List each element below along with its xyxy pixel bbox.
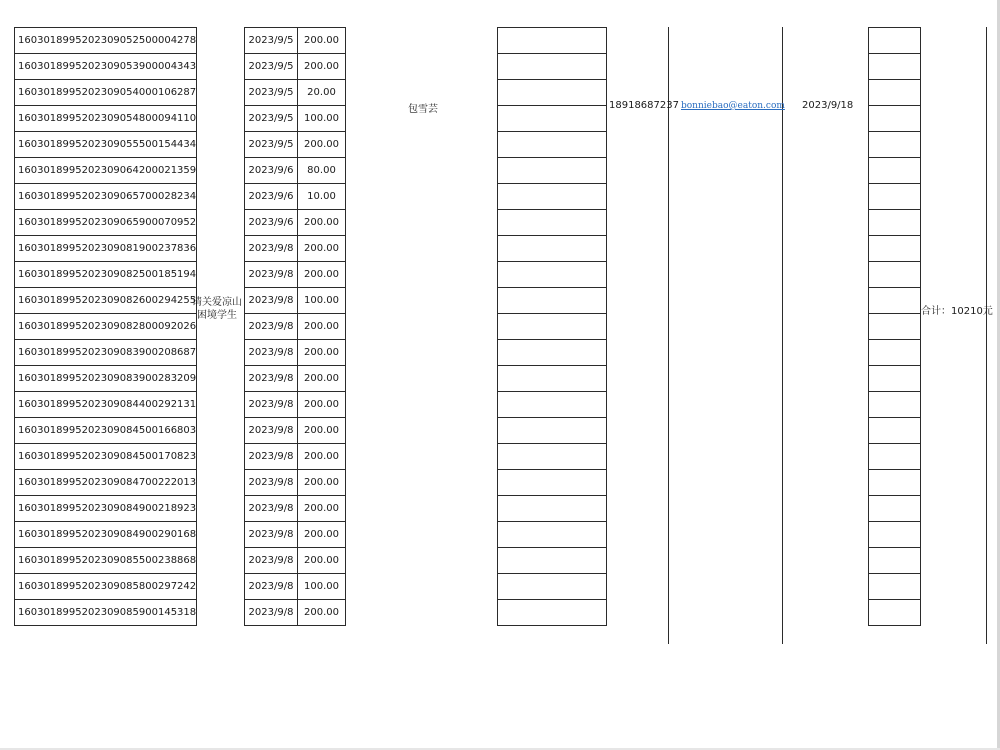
amount-cell: 200.00 (298, 444, 346, 470)
blank-row (869, 210, 921, 236)
date-cell: 2023/9/5 (245, 132, 298, 158)
blank-cell (869, 574, 921, 600)
table-row (245, 288, 346, 314)
amount-cell: 200.00 (298, 522, 346, 548)
blank-row (869, 262, 921, 288)
table-row (245, 184, 346, 210)
blank-cell (869, 444, 921, 470)
blank-cell (498, 522, 607, 548)
blank-row (869, 496, 921, 522)
table-row (15, 80, 197, 106)
date-cell: 2023/9/5 (245, 28, 298, 54)
amount-cell: 200.00 (298, 340, 346, 366)
table-row (245, 392, 346, 418)
blank-cell (498, 366, 607, 392)
table-row (15, 210, 197, 236)
blank-row (869, 80, 921, 106)
amount-cell: 200.00 (298, 418, 346, 444)
donation-purpose: 请关爱凉山困境学生 (192, 297, 242, 321)
date-cell: 2023/9/5 (245, 54, 298, 80)
transaction-id-cell: 1603018995202309065700028234 (15, 184, 197, 210)
blank-row (869, 314, 921, 340)
blank-cell (498, 54, 607, 80)
table-row (245, 158, 346, 184)
table-row (15, 184, 197, 210)
blank-cell (498, 392, 607, 418)
table-row (245, 28, 346, 54)
blank-row (869, 106, 921, 132)
amount-cell: 200.00 (298, 496, 346, 522)
blank-cell (869, 236, 921, 262)
blank-box-column-b (868, 27, 921, 626)
table-row (15, 28, 197, 54)
transaction-id-cell: 1603018995202309083900283209 (15, 366, 197, 392)
blank-row (869, 392, 921, 418)
amount-cell: 200.00 (298, 54, 346, 80)
blank-cell (869, 106, 921, 132)
date-cell: 2023/9/8 (245, 288, 298, 314)
blank-row (869, 522, 921, 548)
blank-cell (869, 132, 921, 158)
table-row (245, 574, 346, 600)
date-cell: 2023/9/8 (245, 548, 298, 574)
amount-cell: 200.00 (298, 132, 346, 158)
transaction-id-cell: 1603018995202309085500238868 (15, 548, 197, 574)
table-row (245, 470, 346, 496)
table-row (245, 444, 346, 470)
blank-row (869, 184, 921, 210)
table-row (245, 210, 346, 236)
amount-cell: 100.00 (298, 574, 346, 600)
blank-row (498, 418, 607, 444)
table-row (245, 80, 346, 106)
transaction-id-cell: 1603018995202309064200021359 (15, 158, 197, 184)
amount-cell: 200.00 (298, 392, 346, 418)
blank-row (498, 340, 607, 366)
blank-row (869, 236, 921, 262)
blank-row (869, 158, 921, 184)
blank-row (869, 132, 921, 158)
column-divider (782, 27, 783, 644)
transaction-id-cell: 1603018995202309081900237836 (15, 236, 197, 262)
transaction-id-cell: 1603018995202309085900145318 (15, 600, 197, 626)
transaction-id-cell: 1603018995202309084500170823 (15, 444, 197, 470)
blank-cell (869, 548, 921, 574)
date-cell: 2023/9/6 (245, 184, 298, 210)
table-row (15, 236, 197, 262)
table-row (15, 470, 197, 496)
amount-cell: 200.00 (298, 236, 346, 262)
transaction-id-column (14, 27, 197, 626)
table-row (245, 314, 346, 340)
date-cell: 2023/9/8 (245, 392, 298, 418)
amount-cell: 200.00 (298, 262, 346, 288)
blank-cell (498, 210, 607, 236)
table-row (15, 418, 197, 444)
blank-row (498, 470, 607, 496)
table-row (245, 236, 346, 262)
blank-row (498, 444, 607, 470)
table-row (15, 132, 197, 158)
date-cell: 2023/9/8 (245, 418, 298, 444)
blank-cell (498, 496, 607, 522)
transaction-id-cell: 1603018995202309082800092026 (15, 314, 197, 340)
date-cell: 2023/9/5 (245, 80, 298, 106)
date-cell: 2023/9/8 (245, 366, 298, 392)
blank-row (498, 522, 607, 548)
amount-cell: 200.00 (298, 600, 346, 626)
blank-cell (498, 600, 607, 626)
amount-cell: 200.00 (298, 314, 346, 340)
table-row (245, 496, 346, 522)
amount-cell: 200.00 (298, 28, 346, 54)
blank-row (869, 28, 921, 54)
blank-cell (498, 418, 607, 444)
blank-cell (869, 288, 921, 314)
transaction-id-cell: 1603018995202309083900208687 (15, 340, 197, 366)
transaction-id-cell: 1603018995202309084900218923 (15, 496, 197, 522)
blank-cell (869, 392, 921, 418)
blank-row (498, 210, 607, 236)
blank-cell (498, 444, 607, 470)
table-row (15, 54, 197, 80)
date-cell: 2023/9/8 (245, 574, 298, 600)
table-row (15, 340, 197, 366)
blank-row (498, 132, 607, 158)
blank-cell (869, 54, 921, 80)
blank-cell (869, 522, 921, 548)
date-amount-column (244, 27, 346, 626)
date-cell: 2023/9/8 (245, 314, 298, 340)
transaction-id-cell: 1603018995202309082600294255 (15, 288, 197, 314)
table-row (15, 574, 197, 600)
blank-cell (498, 288, 607, 314)
date-cell: 2023/9/8 (245, 470, 298, 496)
blank-cell (869, 470, 921, 496)
blank-cell (869, 366, 921, 392)
table-row (245, 106, 346, 132)
table-row (15, 106, 197, 132)
blank-row (869, 418, 921, 444)
blank-row (498, 262, 607, 288)
amount-cell: 100.00 (298, 288, 346, 314)
table-row (245, 340, 346, 366)
blank-cell (498, 548, 607, 574)
date-cell: 2023/9/6 (245, 210, 298, 236)
blank-row (498, 54, 607, 80)
blank-cell (869, 210, 921, 236)
table-row (245, 600, 346, 626)
blank-cell (869, 158, 921, 184)
blank-cell (498, 80, 607, 106)
blank-row (498, 314, 607, 340)
blank-cell (498, 574, 607, 600)
table-row (15, 548, 197, 574)
table-row (245, 522, 346, 548)
blank-cell (869, 314, 921, 340)
table-row (245, 262, 346, 288)
date-cell: 2023/9/6 (245, 158, 298, 184)
blank-row (869, 470, 921, 496)
blank-cell (869, 80, 921, 106)
blank-cell (869, 418, 921, 444)
amount-cell: 80.00 (298, 158, 346, 184)
blank-cell (869, 262, 921, 288)
table-row (15, 444, 197, 470)
amount-cell: 200.00 (298, 470, 346, 496)
table-row (15, 392, 197, 418)
blank-box-column-a (497, 27, 607, 626)
blank-cell (498, 184, 607, 210)
blank-row (498, 158, 607, 184)
blank-row (498, 288, 607, 314)
blank-cell (869, 496, 921, 522)
table-row (15, 522, 197, 548)
blank-cell (869, 184, 921, 210)
transaction-id-cell: 1603018995202309084900290168 (15, 522, 197, 548)
transaction-id-cell: 1603018995202309055500154434 (15, 132, 197, 158)
table-row (15, 314, 197, 340)
phone-number: 18918687237 (609, 100, 679, 111)
date-cell: 2023/9/8 (245, 236, 298, 262)
transaction-id-cell: 1603018995202309054000106287 (15, 80, 197, 106)
blank-cell (498, 236, 607, 262)
blank-cell (498, 470, 607, 496)
blank-row (498, 80, 607, 106)
transaction-id-cell: 1603018995202309082500185194 (15, 262, 197, 288)
table-row (245, 54, 346, 80)
date-cell: 2023/9/8 (245, 262, 298, 288)
transaction-id-cell: 1603018995202309084700222013 (15, 470, 197, 496)
table-row (15, 496, 197, 522)
blank-row (869, 288, 921, 314)
date-cell: 2023/9/8 (245, 496, 298, 522)
blank-cell (498, 106, 607, 132)
amount-cell: 200.00 (298, 210, 346, 236)
table-row (15, 288, 197, 314)
table-row (245, 548, 346, 574)
blank-row (498, 366, 607, 392)
transaction-id-cell: 1603018995202309052500004278 (15, 28, 197, 54)
date-cell: 2023/9/8 (245, 522, 298, 548)
blank-row (498, 106, 607, 132)
blank-row (869, 574, 921, 600)
table-row (15, 158, 197, 184)
blank-row (869, 340, 921, 366)
table-row (15, 600, 197, 626)
table-row (245, 132, 346, 158)
blank-cell (498, 132, 607, 158)
blank-row (869, 54, 921, 80)
blank-row (498, 574, 607, 600)
table-row (245, 366, 346, 392)
table-row (15, 262, 197, 288)
column-divider (986, 27, 987, 644)
blank-row (869, 366, 921, 392)
blank-cell (498, 158, 607, 184)
date-cell: 2023/9/8 (245, 600, 298, 626)
amount-cell: 20.00 (298, 80, 346, 106)
transaction-id-cell: 1603018995202309085800297242 (15, 574, 197, 600)
blank-row (498, 184, 607, 210)
transaction-id-cell: 1603018995202309084500166803 (15, 418, 197, 444)
blank-cell (498, 314, 607, 340)
transaction-id-cell: 1603018995202309084400292131 (15, 392, 197, 418)
submission-date: 2023/9/18 (802, 100, 854, 111)
transaction-id-cell: 1603018995202309053900004343 (15, 54, 197, 80)
transaction-id-cell: 1603018995202309065900070952 (15, 210, 197, 236)
blank-row (498, 600, 607, 626)
table-row (245, 418, 346, 444)
blank-cell (869, 600, 921, 626)
blank-row (869, 548, 921, 574)
blank-row (498, 392, 607, 418)
blank-cell (498, 28, 607, 54)
amount-cell: 10.00 (298, 184, 346, 210)
blank-row (498, 548, 607, 574)
blank-cell (498, 262, 607, 288)
date-cell: 2023/9/8 (245, 340, 298, 366)
blank-cell (869, 28, 921, 54)
donor-name: 包雪芸 (408, 104, 438, 115)
blank-row (869, 600, 921, 626)
blank-row (498, 28, 607, 54)
email-link[interactable]: bonniebao@eaton.com (681, 101, 785, 111)
total-sum: 合计：10210元 (921, 306, 993, 317)
amount-cell: 100.00 (298, 106, 346, 132)
transaction-id-cell: 1603018995202309054800094110 (15, 106, 197, 132)
date-cell: 2023/9/8 (245, 444, 298, 470)
blank-cell (498, 340, 607, 366)
column-divider (668, 27, 669, 644)
amount-cell: 200.00 (298, 548, 346, 574)
blank-row (498, 236, 607, 262)
blank-row (869, 444, 921, 470)
blank-row (498, 496, 607, 522)
table-row (15, 366, 197, 392)
blank-cell (869, 340, 921, 366)
date-cell: 2023/9/5 (245, 106, 298, 132)
amount-cell: 200.00 (298, 366, 346, 392)
